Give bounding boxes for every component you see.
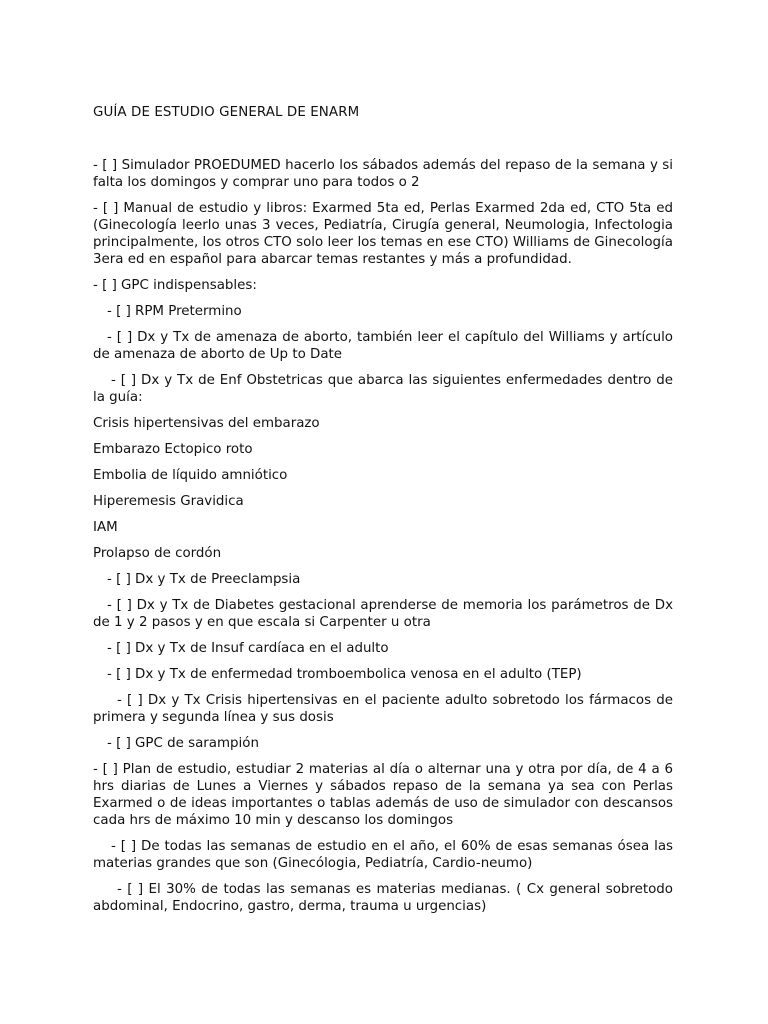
list-item-prolapso: Prolapso de cordón [93, 546, 222, 561]
list-item-hiperemesis: Hiperemesis Gravidica [93, 494, 244, 509]
paragraph-materias-medianas: - [ ] El 30% de todas las semanas es materias medianas. ( Cx general sobretodo abdominal, Endocrino, gastro, derma, trauma u urgencias) [93, 882, 673, 914]
paragraph-plan-estudio: - [ ] Plan de estudio, estudiar 2 materias al día o alternar una y otra por día, de 4 a 6 hrs diarias de Lunes a Viernes y sábados repaso de la semana ya sea con Perlas Exarmed o de ideas importantes o tablas además de uso de simulador con descansos cada hrs de máximo 10 min y descanso los domingos [93, 762, 673, 828]
paragraph-tep: - [ ] Dx y Tx de enfermedad tromboembolica venosa en el adulto (TEP) [107, 667, 582, 682]
paragraph-diabetes-gestacional: - [ ] Dx y Tx de Diabetes gestacional aprenderse de memoria los parámetros de Dx de 1 y 2 pasos y en que escala si Carpenter u otra [93, 598, 673, 630]
list-item-embolia: Embolia de líquido amniótico [93, 468, 288, 483]
document-page [93, 104, 673, 924]
list-item-crisis-embarazo: Crisis hipertensivas del embarazo [93, 416, 320, 431]
paragraph-simulador: - [ ] Simulador PROEDUMED hacerlo los sábados además del repaso de la semana y si falta los domingos y comprar uno para todos o 2 [93, 158, 673, 190]
paragraph-rpm-pretermino: - [ ] RPM Pretermino [107, 304, 242, 319]
document-title: GUÍA DE ESTUDIO GENERAL DE ENARM [93, 105, 360, 120]
list-item-ectopico: Embarazo Ectopico roto [93, 442, 253, 457]
paragraph-crisis-adulto: - [ ] Dx y Tx Crisis hipertensivas en el paciente adulto sobretodo los fármacos de primera y segunda línea y sus dosis [93, 693, 673, 725]
paragraph-insuf-cardiaca: - [ ] Dx y Tx de Insuf cardíaca en el adulto [107, 641, 389, 656]
paragraph-enf-obstetricas: - [ ] Dx y Tx de Enf Obstetricas que abarca las siguientes enfermedades dentro de la guía: [93, 373, 673, 405]
paragraph-sarampion: - [ ] GPC de sarampión [107, 736, 259, 751]
paragraph-gpc-indispensables: - [ ] GPC indispensables: [93, 278, 257, 293]
paragraph-preeclampsia: - [ ] Dx y Tx de Preeclampsia [107, 572, 301, 587]
paragraph-amenaza-aborto: - [ ] Dx y Tx de amenaza de aborto, también leer el capítulo del Williams y artículo de amenaza de aborto de Up to Date [93, 330, 673, 362]
list-item-iam: IAM [93, 520, 118, 535]
paragraph-materias-grandes: - [ ] De todas las semanas de estudio en el año, el 60% de esas semanas ósea las materias grandes que son (Ginecólogia, Pediatría, Cardio-neumo) [93, 839, 673, 871]
paragraph-manual-libros: - [ ] Manual de estudio y libros: Exarmed 5ta ed, Perlas Exarmed 2da ed, CTO 5ta ed (Ginecología leerlo unas 3 veces, Pediatría, Cirugía general, Neumologia, Infectologia principalmente, los otros CTO solo leer los temas en ese CTO) Williams de Ginecología 3era ed en español para abarcar temas restantes y más a profundidad. [93, 201, 673, 267]
